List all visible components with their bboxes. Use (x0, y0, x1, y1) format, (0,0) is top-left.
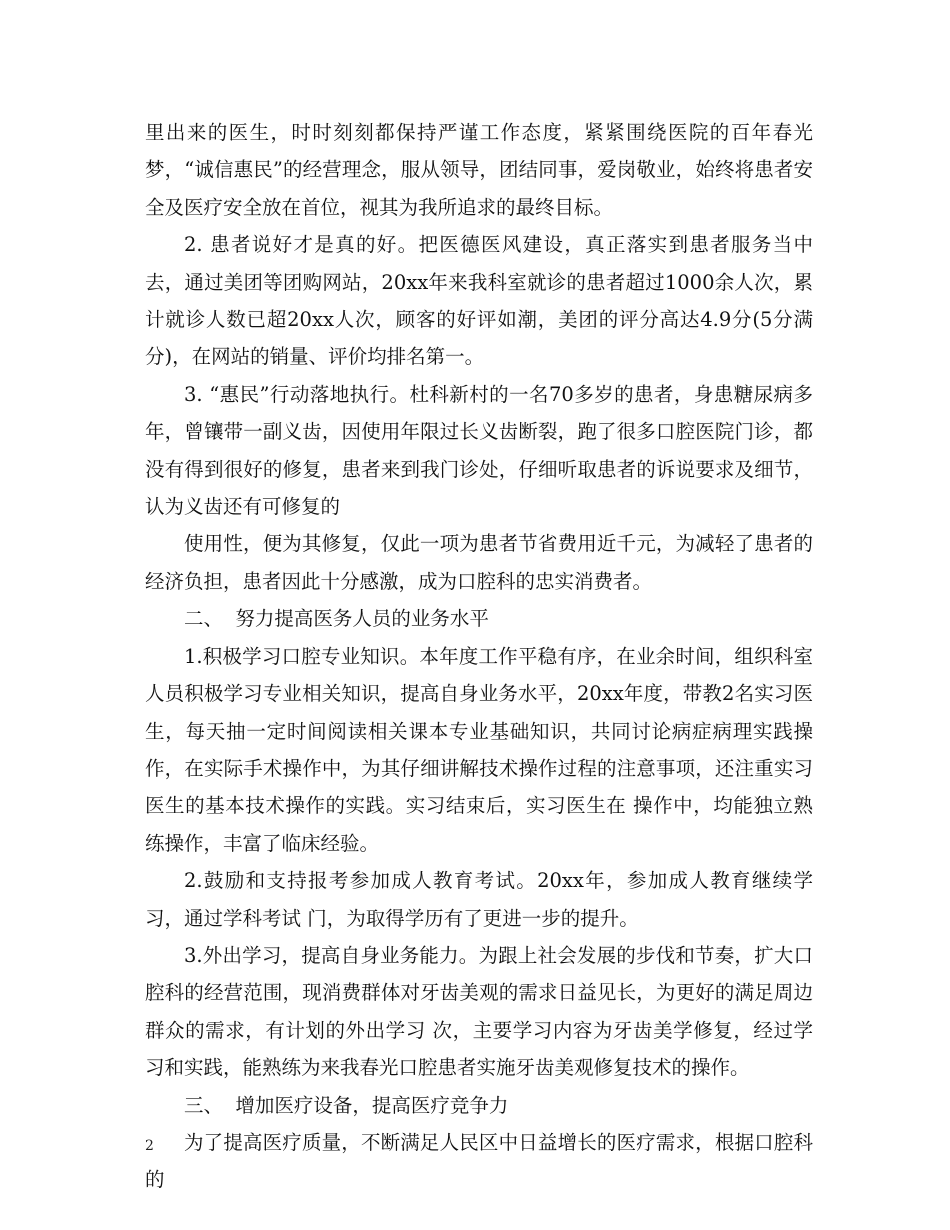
paragraph-continuation: 里出来的医生，时时刻刻都保持严谨工作态度，紧紧围绕医院的百年春光梦，“诚信惠民”的经营理念，服从领导，团结同事，爱岗敬业，始终将患者安全及医疗安全放在首位，视其为我所追求的最终目标。 (145, 121, 813, 219)
paragraph-huimin-action: 3. “惠民”行动落地执行。杜科新村的一名70多岁的患者，身患糖尿病多年，曾镶带一副义齿，因使用年限过长义齿断裂，跑了很多口腔医院门诊，都没有得到很好的修复，患者来到我门诊处，仔细听取患者的诉说要求及细节，认为义齿还有可修复的 (145, 382, 813, 519)
page-number: 2 (145, 1138, 154, 1154)
document-body (145, 114, 813, 1199)
paragraph-study-knowledge: 1.积极学习口腔专业知识。本年度工作平稳有序，在业余时间，组织科室人员积极学习专业相关知识，提高自身业务水平，20xx年度，带教2名实习医生，每天抽一定时间阅读相关课本专业基础知识，共同讨论病症病理实践操作，在实际手术操作中，为其仔细讲解技术操作过程的注意事项，还注重实习医生的基本技术操作的实践。实习结束后，实习医生在 操作中，均能独立熟练操作，丰富了临床经验。 (145, 644, 813, 855)
section-heading-3: 三、 增加医疗设备，提高医疗竞争力 (184, 1093, 509, 1117)
section-heading-2: 二、 努力提高医务人员的业务水平 (184, 607, 489, 631)
paragraph-patient-praise: 2. 患者说好才是真的好。把医德医风建设，真正落实到患者服务当中去，通过美团等团购网站，20xx年来我科室就诊的患者超过1000余人次，累计就诊人数已超20xx人次，顾客的好评如潮，美团的评分高达4.9分(5分满分)，在网站的销量、评价均排名第一。 (145, 233, 813, 369)
paragraph-equipment-intro: 为了提高医疗质量，不断满足人民区中日益增长的医疗需求，根据口腔科的 (145, 1130, 813, 1192)
paragraph-external-study: 3.外出学习，提高自身业务能力。为跟上社会发展的步伐和节奏，扩大口腔科的经营范围，现消费群体对牙齿美观的需求日益见长，为更好的满足周边群众的需求，有计划的外出学习 次，主要学习内容为牙齿美学修复，经过学习和实践，能熟练为来我春光口腔患者实施牙齿美观修复技术的操作。 (145, 943, 813, 1080)
paragraph-huimin-action-cont: 使用性，便为其修复，仅此一项为患者节省费用近千元，为减轻了患者的经济负担，患者因此十分感激，成为口腔科的忠实消费者。 (145, 532, 813, 593)
paragraph-adult-education: 2.鼓励和支持报考参加成人教育考试。20xx年，参加成人教育继续学习，通过学科考试 门，为取得学历有了更进一步的提升。 (145, 869, 813, 930)
